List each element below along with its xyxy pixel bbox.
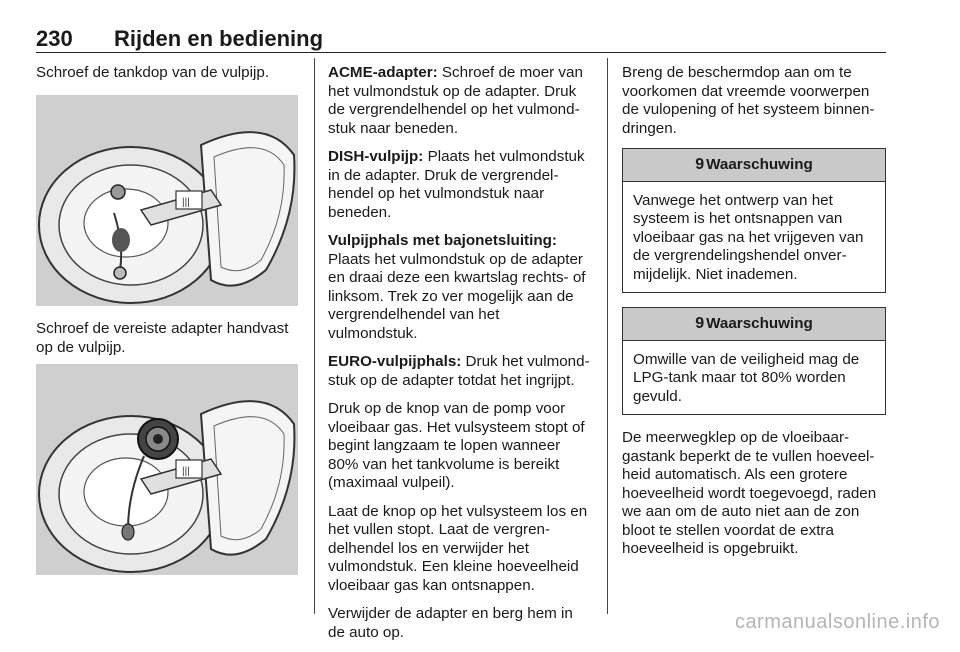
watermark: carmanualsonline.info <box>734 611 940 633</box>
acme-paragraph <box>328 64 592 138</box>
dish-text: Plaats het vulmondstuk in de adapter. Druk de vergrendelhendel op het vulmondstuk naar beneden. <box>328 148 585 221</box>
warning-text: Omwille van de veiligheid mag de LPG-tank maar tot 80% worden gevuld. <box>633 350 860 405</box>
bayonet-text: Plaats het vulmondstuk op de adapter en draai deze een kwartslag rechts- of linksom. Trek zo ver mogelijk aan de vergrendelhendel van het vulmondstuk. <box>328 250 586 342</box>
svg-text:|||: ||| <box>182 197 190 208</box>
remove-adapter-paragraph: Verwijder de adapter en berg hem in de auto op. <box>328 605 573 641</box>
bayonet-paragraph <box>328 232 592 343</box>
multivalve-paragraph: De meerwegklep op de vloeibaargastank beperkt de te vullen hoeveelheid automatisch. Als een grotere hoeveelheid wordt toegevoegd, raden we aan om de auto niet aan de zon bloot te stellen voordat de extra hoeveelheid is opgebruikt. <box>622 429 877 557</box>
svg-text:|||: ||| <box>182 466 190 477</box>
column-divider <box>607 58 608 614</box>
protective-cap-paragraph: Breng de beschermdop aan om te voorkomen dat vreemde voorwerpen de vulopening of het systeem binnendringen. <box>622 64 875 137</box>
chapter-title: Rijden en bediening <box>114 26 324 51</box>
warning-box <box>622 148 886 293</box>
euro-term: EURO-vulpijphals: <box>328 353 462 370</box>
acme-term: ACME-adapter: <box>328 64 438 81</box>
pump-paragraph: Druk op de knop van de pomp voor vloeibaar gas. Het vulsysteem stopt of begint langzaam te lopen wanneer 80% van het tankvolume is bereikt (maximaal vulpeil). <box>328 400 585 491</box>
page-header <box>36 26 886 53</box>
page-number: 230 <box>36 26 73 51</box>
warning-triangle-icon: 9 <box>695 315 705 332</box>
dish-term: DISH-vulpijp: <box>328 148 424 165</box>
warning-header <box>623 149 885 182</box>
acme-text: Schroef de moer van het vulmondstuk op de adapter. Druk de vergrendelhendel op het vulmondstuk naar beneden. <box>328 64 583 137</box>
caption-unscrew-cap: Schroef de tankdop van de vulpijp. <box>36 64 270 81</box>
warning-header <box>623 308 885 341</box>
bayonet-term: Vulpijphals met bajonetsluiting: <box>328 232 557 249</box>
warning-title: Waarschuwing <box>706 315 813 332</box>
right-column <box>622 64 886 569</box>
warning-text: Vanwege het ontwerp van het systeem is het ontsnappen van vloeibaar gas na het vrijgeven van de vergrendelingshendel onvermijdelijk. Niet inademen. <box>633 191 864 283</box>
middle-column <box>328 64 592 652</box>
warning-title: Waarschuwing <box>706 156 813 173</box>
euro-text: Druk het vulmondstuk op de adapter totdat het ingrijpt. <box>328 353 590 389</box>
fuel-filler-flap-illustration <box>36 95 298 306</box>
warning-triangle-icon: 9 <box>695 156 705 173</box>
caption-fit-adapter: Schroef de vereiste adapter handvast op de vulpijp. <box>36 320 289 356</box>
dish-paragraph <box>328 148 592 222</box>
warning-box <box>622 307 886 415</box>
release-paragraph: Laat de knop op het vulsysteem los en het vullen stopt. Laat de vergrendelhendel los en verwijder het vulmondstuk. Een kleine hoeveelheid vloeibaar gas kan ontsnappen. <box>328 502 588 594</box>
fuel-filler-adapter-illustration <box>36 364 298 575</box>
column-divider <box>314 58 315 614</box>
euro-paragraph <box>328 353 592 390</box>
